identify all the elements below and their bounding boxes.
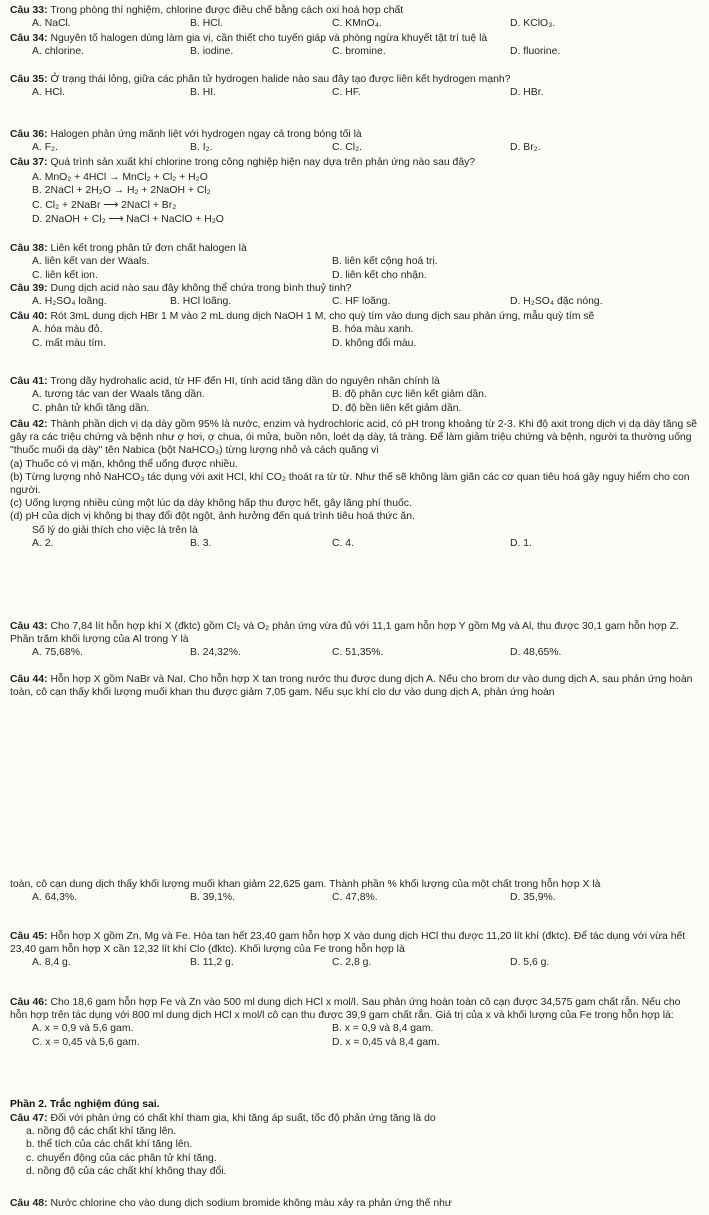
option-a[interactable]: A. H₂SO₄ loãng. <box>32 296 107 308</box>
option-a[interactable]: A. chlorine. <box>32 46 84 58</box>
question-42 <box>10 418 700 550</box>
reason-c: (c) Uống lượng nhiều cùng một lúc dạ dày không hấp thu được hết, gây lãng phí thuốc. <box>10 498 412 510</box>
reason-a: (a) Thuốc có vị mặn, không thể uống được nhiều. <box>10 458 238 470</box>
question-number: Câu 38: <box>10 243 48 254</box>
question-stem: Nước chlorine cho vào dung dịch sodium bromide không màu xảy ra phản ứng thế như <box>50 1198 452 1209</box>
question-stem: Halogen phản ứng mãnh liệt với hydrogen ngay cả trong bóng tối là <box>50 129 362 140</box>
option-c[interactable]: C. HF loãng. <box>332 296 391 308</box>
option-b[interactable]: B. HCl loãng. <box>170 296 232 308</box>
question-number: Câu 45: <box>10 931 48 942</box>
option-c[interactable]: C. Cl₂ + 2NaBr ⟶ 2NaCl + Br₂ <box>32 199 177 211</box>
question-43 <box>10 620 700 660</box>
option-c[interactable]: C. 4. <box>332 537 354 549</box>
option-d[interactable]: D. 35,9%. <box>510 892 556 904</box>
option-a[interactable]: A. 2. <box>32 537 54 549</box>
question-stem: Cho 7,84 lít hỗn hợp khí X (đktc) gồm Cl₂ và O₂ phản ứng vừa đủ với 11,1 gam hỗn hợp Y gồm Mg và Al, thu được 30,1 gam hỗn hợp Z. Phần trăm khối lượng của Al trong Y là <box>10 621 679 646</box>
question-36 <box>10 128 700 155</box>
question-stem: Hỗn hợp X gồm NaBr và NaI. Cho hỗn hợp X tan trong nước thu được dung dịch A. Nếu cho brom dư vào dung dịch A, sau phản ứng hoàn toàn, cô cạn thấy khối lượng muối khan thu được giảm 7,05 gam. Nếu sục khí clo dư vào dung dịch A, phản ứng hoàn <box>10 674 693 699</box>
statement-a[interactable]: a. nồng độ các chất khí tăng lên. <box>26 1126 177 1138</box>
question-number: Câu 40: <box>10 311 48 322</box>
question-45 <box>10 930 700 970</box>
option-b[interactable]: B. độ phân cực liên kết giảm dần. <box>332 389 487 401</box>
option-b[interactable]: B. I₂. <box>190 142 213 154</box>
option-d[interactable]: D. H₂SO₄ đặc nóng. <box>510 296 603 308</box>
question-stem: Thành phần dịch vị dạ dày gồm 95% là nước, enzim và hydrochloric acid, có pH trong khoảng từ 2-3. Khi độ axit trong dịch vị dạ dày tăng sẽ gây ra các triệu chứng và bệnh như ợ hơi, ợ chua, ói mửa, buồn nôn, loét dạ dày, tá tràng. Để làm giảm triệu chứng và bệnh, người ta thường uống "thuốc muối dạ dày" tên Nabica (bột NaHCO₃) từng lượng nhỏ và cách quãng vì <box>10 419 698 457</box>
question-48 <box>10 1197 700 1210</box>
reason-b: (b) Từng lượng nhỏ NaHCO₃ tác dụng với axit HCl, khí CO₂ thoát ra từ từ. Như thế sẽ không làm giãn các cơ quan tiêu hoá gây nguy hiểm cho con người. <box>10 471 690 497</box>
option-c[interactable]: C. phân tử khối tăng dần. <box>32 402 150 414</box>
question-number: Câu 35: <box>10 74 48 85</box>
option-a[interactable]: A. hóa màu đỏ. <box>32 324 103 336</box>
option-d[interactable]: D. 2NaOH + Cl₂ ⟶ NaCl + NaClO + H₂O <box>32 213 224 225</box>
question-number: Câu 37: <box>10 157 48 168</box>
statement-d[interactable]: d. nồng độ của các chất khí không thay đổi. <box>26 1165 227 1177</box>
option-b[interactable]: B. 39,1%. <box>190 892 236 904</box>
option-b[interactable]: B. 11,2 g. <box>190 957 234 969</box>
question-stem: Ở trạng thái lỏng, giữa các phân tử hydrogen halide nào sau đây tạo được liên kết hydrogen mạnh? <box>50 74 511 85</box>
question-34 <box>10 32 700 59</box>
option-a[interactable]: A. 8,4 g. <box>32 957 71 969</box>
option-b[interactable]: B. liên kết cộng hoá trị. <box>332 256 438 268</box>
option-a[interactable]: A. F₂. <box>32 142 58 154</box>
question-number: Câu 34: <box>10 33 48 44</box>
question-stem: Nguyên tố halogen dùng làm gia vị, cần thiết cho tuyến giáp và phòng ngừa khuyết tật trí tuệ là <box>50 33 488 44</box>
question-stem: Rót 3mL dung dịch HBr 1 M vào 2 mL dung dịch NaOH 1 M, cho quỳ tím vào dung dịch sau phản ứng, mẫu quỳ tím sẽ <box>50 311 595 322</box>
question-number: Câu 43: <box>10 621 48 632</box>
option-d[interactable]: D. liên kết cho nhận. <box>332 269 427 281</box>
option-d[interactable]: D. x = 0,45 và 8,4 gam. <box>332 1036 440 1048</box>
option-b[interactable]: B. 3. <box>190 537 212 549</box>
question-37 <box>10 156 700 226</box>
option-b[interactable]: B. 24,32%. <box>190 647 241 659</box>
option-d[interactable]: D. 5,6 g. <box>510 957 550 969</box>
question-33 <box>10 4 700 31</box>
option-a[interactable]: A. NaCl. <box>32 18 71 30</box>
reason-d: (d) pH của dịch vị không bị thay đổi đột ngột, ảnh hưởng đến quá trình tiêu hoá thức ăn. <box>10 511 415 523</box>
question-number: Câu 33: <box>10 5 48 16</box>
option-b[interactable]: B. x = 0,9 và 8,4 gam. <box>332 1023 434 1035</box>
option-b[interactable]: B. iodine. <box>190 46 234 58</box>
statement-c[interactable]: c. chuyển động của các phân tử khí tăng. <box>26 1152 217 1164</box>
question-stem-continued: toàn, cô cạn dung dịch thấy khối lượng muối khan giảm 22,625 gam. Thành phần % khối lượng của một chất trong hỗn hợp X là <box>10 879 601 890</box>
option-a[interactable]: A. HCl. <box>32 87 65 99</box>
option-d[interactable]: D. Br₂. <box>510 142 541 154</box>
option-c[interactable]: C. 2,8 g. <box>332 957 372 969</box>
option-c[interactable]: C. liên kết ion. <box>32 269 98 281</box>
question-stem: Trong phòng thí nghiệm, chlorine được điều chế bằng cách oxi hoá hợp chất <box>50 5 404 16</box>
option-a[interactable]: A. tương tác van der Waals tăng dần. <box>32 389 205 401</box>
option-c[interactable]: C. KMnO₄. <box>332 18 382 30</box>
option-b[interactable]: B. HI. <box>190 87 216 99</box>
question-stem: Trong dãy hydrohalic acid, từ HF đến HI, tính acid tăng dần do nguyên nhân chính là <box>50 376 440 387</box>
question-number: Câu 48: <box>10 1198 48 1209</box>
question-stem: Liên kết trong phân tử đơn chất halogen là <box>50 243 247 254</box>
option-d[interactable]: D. KClO₃. <box>510 18 556 30</box>
question-47 <box>10 1112 700 1178</box>
question-stem: Dung dịch acid nào sau đây không thể chứa trong bình thuỷ tinh? <box>50 283 352 294</box>
option-c[interactable]: C. mất màu tím. <box>32 337 106 349</box>
option-b[interactable]: B. HCl. <box>190 18 223 30</box>
question-38 <box>10 242 700 282</box>
option-b[interactable]: B. hóa màu xanh. <box>332 324 414 336</box>
option-a[interactable]: A. 75,68%. <box>32 647 83 659</box>
question-number: Câu 44: <box>10 674 48 685</box>
option-c[interactable]: C. x = 0,45 và 5,6 gam. <box>32 1036 140 1048</box>
statement-b[interactable]: b. thể tích của các chất khí tăng lên. <box>26 1139 193 1151</box>
question-number: Câu 46: <box>10 997 48 1008</box>
question-35 <box>10 73 700 100</box>
option-a[interactable]: A. MnO₂ + 4HCl → MnCl₂ + Cl₂ + H₂O <box>32 172 208 184</box>
option-d[interactable]: D. fluorine. <box>510 46 561 58</box>
option-c[interactable]: C. Cl₂. <box>332 142 363 154</box>
question-44-continued <box>10 878 700 905</box>
option-c[interactable]: C. bromine. <box>332 46 386 58</box>
question-40 <box>10 310 700 350</box>
question-stem: Hỗn hợp X gồm Zn, Mg và Fe. Hòa tan hết 23,40 gam hỗn hợp X vào dung dịch HCl thu được 11,20 lít khí (đktc). Để tác dụng với vừa hết 23,40 gam hỗn hợp X cần 12,32 lít khí Clo (đktc). Khối lượng của Fe trong hỗn hợp là <box>10 931 686 956</box>
option-d[interactable]: D. độ bền liên kết giảm dần. <box>332 402 462 414</box>
option-d[interactable]: D. 48,65%. <box>510 647 562 659</box>
question-number: Câu 41: <box>10 376 48 387</box>
question-44 <box>10 673 700 699</box>
option-d[interactable]: D. HBr. <box>510 87 544 99</box>
question-46 <box>10 996 700 1049</box>
question-number: Câu 47: <box>10 1113 48 1124</box>
question-number: Câu 36: <box>10 129 48 140</box>
question-prompt: Số lý do giải thích cho việc là trên là <box>32 524 198 536</box>
question-41 <box>10 375 700 415</box>
question-39 <box>10 282 700 309</box>
question-number: Câu 39: <box>10 283 48 294</box>
option-c[interactable]: C. 47,8%. <box>332 892 378 904</box>
question-stem: Quá trình sản xuất khí chlorine trong công nghiệp hiện nay dựa trên phản ứng nào sau đây? <box>50 157 476 168</box>
option-d[interactable]: D. 1. <box>510 537 532 549</box>
question-stem: Cho 18,6 gam hỗn hợp Fe và Zn vào 500 ml dung dịch HCl x mol/l. Sau phản ứng hoàn toàn cô cạn được 34,575 gam chất rắn. Nếu cho hỗn hợp trên tác dụng với 800 ml dung dịch HCl x mol/l cô cạn thu được 39,9 gam chất rắn. Giá trị của x và khối lượng của Fe trong hỗn hợp là: <box>10 997 681 1022</box>
question-number: Câu 42: <box>10 419 48 430</box>
section-heading: Phần 2. Trắc nghiệm đúng sai. <box>10 1099 160 1110</box>
option-a[interactable]: A. 64,3%. <box>32 892 78 904</box>
option-d[interactable]: D. không đổi màu. <box>332 337 417 349</box>
option-c[interactable]: C. HF. <box>332 87 361 99</box>
option-a[interactable]: A. liên kết van der Waals. <box>32 256 150 268</box>
option-c[interactable]: C. 51,35%. <box>332 647 384 659</box>
question-stem: Đối với phản ứng có chất khí tham gia, khi tăng áp suất, tốc độ phản ứng tăng là do <box>50 1113 436 1124</box>
option-b[interactable]: B. 2NaCl + 2H₂O → H₂ + 2NaOH + Cl₂ <box>32 185 211 197</box>
option-a[interactable]: A. x = 0,9 và 5,6 gam. <box>32 1023 134 1035</box>
